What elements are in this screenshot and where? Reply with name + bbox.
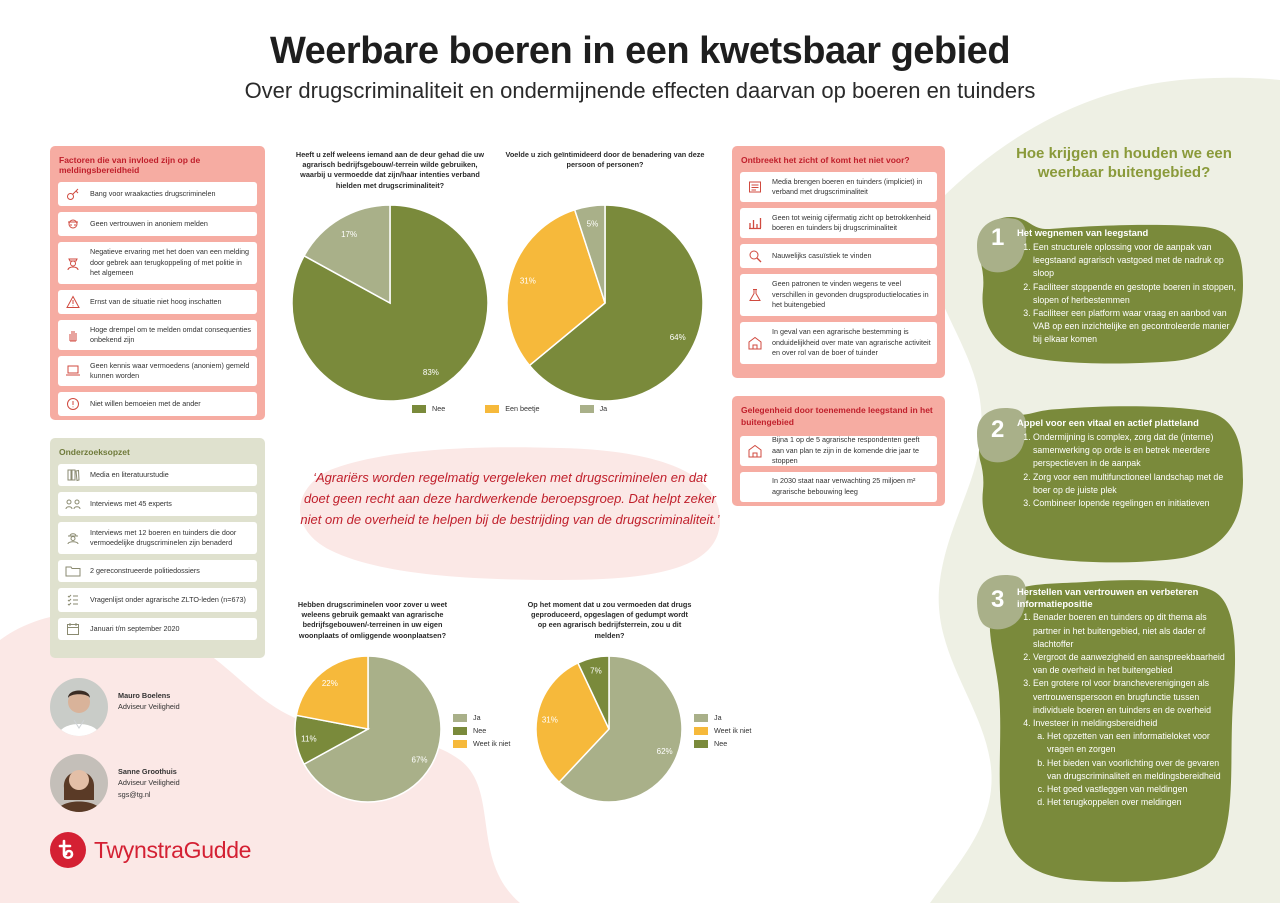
list-item [740,244,937,268]
list-item-text: Hoge drempel om te melden omdat consequenties onbekend zijn [90,324,252,344]
list-item [1033,717,1233,809]
legend-swatch [453,714,467,722]
barn-icon [746,335,764,351]
key-icon [64,186,82,202]
stop-hand-icon [64,327,82,343]
chart-3-question: Hebben drugscriminelen voor zover u weet weleens gebruik gemaakt van agrarische bedrijfsgebouwen/-terreinen in uw eigen woonplaats of omliggende woonplaatsen? [297,600,448,640]
legend-item-nee [453,726,510,735]
block-2-list [1017,431,1237,510]
lab-flask-icon [746,287,764,303]
data-label: 7% [590,666,602,676]
legend-label: Nee [714,739,728,748]
factors-panel [50,146,265,420]
data-label: 22% [321,678,338,688]
list-item-text: Media en literatuurstudie [90,469,169,479]
sub-list-item: c. Het goed vastleggen van meldingen [1047,783,1233,796]
no-involvement-icon [64,396,82,412]
legend-swatch [412,405,426,413]
missing-title: Ontbreekt het zicht of komt het niet voor? [741,155,910,165]
list-item: 2. Vergroot de aanwezigheid en aanspreekbaarheid van de overheid in het buitengebied [1033,651,1233,677]
block-3-content [1017,586,1233,809]
legend-label: Ja [714,713,722,722]
data-label: 67% [411,755,428,765]
quote: ‘Agrariërs worden regelmatig vergeleken met drugscriminelen en dat doet geen recht aan deze hardwerkende beroepsgroep. Dat helpt zeker niet om de overheid te helpen bij de bestrijding van de drugscriminaliteit.’ [300,470,720,527]
legend-swatch [580,405,594,413]
person-role: Adviseur Veiligheid [118,702,180,712]
block-2-number: 2 [991,416,1005,443]
legend-label: Een beetje [505,404,540,413]
block-1-content [1017,226,1237,347]
data-label: 64% [669,333,686,343]
legend-chart-4 [694,713,751,748]
laptop-icon [64,363,82,379]
chart-1-question: Heeft u zelf weleens iemand aan de deur gehad die uw agrarisch bedrijfsgebouw/-terrein wilde gebruiken, waarbij u vermoedde dat zijn/haar intenties verband hielden met drugscriminaliteit? [295,150,485,190]
books-icon [64,467,82,483]
list-item-text: Vragenlijst onder agrarische ZLTO-leden (n=673) [90,594,246,604]
list-item-text: Interviews met 12 boeren en tuinders die door vermoedelijke drugscriminelen zijn benaderd [90,527,237,547]
list-item-text: Geen patronen te vinden wegens te veel verschillen in gevonden drugsproductielocaties in het buitengebied [772,279,929,310]
company-logo [50,832,251,868]
legend-swatch [694,740,708,748]
list-item-text: Nauwelijks casuïstiek te vinden [772,250,872,260]
legend-item-een-beetje [485,404,539,413]
spy-icon [64,216,82,232]
list-item-text: In geval van een agrarische bestemming is onduidelijkheid over mate van agrarische activiteit en over rol van de boer of tuinder [772,327,931,358]
list-item [58,464,257,486]
person-email: sgs@tg.nl [118,789,151,799]
police-officer-icon [64,255,82,271]
block-1-list [1017,241,1237,347]
list-item: 1. Ondermijning is complex, zorg dat de (interne) samenwerking op orde is en betrek meerdere perspectieven in de aanpak [1033,431,1237,471]
block-3-sublist [1033,730,1233,809]
block-3-title: Herstellen van vertrouwen en verbeteren informatiepositie [1017,586,1199,610]
legend-label: Ja [473,713,481,722]
barn-icon [746,443,764,459]
logo-text: TwynstraGudde [94,836,252,863]
list-item [58,212,257,236]
avatar [50,678,108,736]
list-item-text: Geen tot weinig cijfermatig zicht op betrokkenheid boeren en tuinders bij drugscriminaliteit [772,212,931,232]
list-item [740,208,937,238]
chart-2-pie [505,203,705,403]
list-item-text: Geen vertrouwen in anoniem melden [90,218,208,228]
data-label: 31% [519,276,536,286]
list-item-text: In 2030 staat naar verwachting 25 miljoen m² agrarische bebouwing leeg [772,476,916,496]
data-label: 62% [656,747,673,757]
list-item-text: Bang voor wraakacties drugscriminelen [90,188,216,198]
list-item: 1. Een structurele oplossing voor de aanpak van leegstaand agrarisch vastgoed met de nadruk op sloop [1033,241,1237,281]
legend-swatch [453,740,467,748]
chart-4-question: Op het moment dat u zou vermoeden dat drugs geproduceerd, opgeslagen of gedumpt wordt op een agrarisch bedrijfsterrein, zou u dit melden? [527,600,692,640]
list-item-text: Januari t/m september 2020 [90,623,180,633]
list-item [58,560,257,582]
logo-mark [50,832,86,868]
list-item: 3. Een grotere rol voor brancheverenigingen als vertrouwenspersoon en brugfunctie tussen individuele boeren en tuinders en de overheid [1033,677,1233,717]
list-item: 3. Combineer lopende regelingen en initiatieven [1033,497,1237,510]
data-label: 17% [341,229,358,239]
list-item [58,522,257,554]
legend-swatch [694,714,708,722]
list-item-text: Ernst van de situatie niet hoog inschatten [90,296,222,306]
folder-icon [64,563,82,579]
contact-person [50,678,180,736]
warning-icon [64,294,82,310]
data-label: 5% [586,219,599,229]
list-item-text: Bijna 1 op de 5 agrarische respondenten geeft aan van plan te zijn in de komende drie jaar te stoppen [772,435,920,465]
sub-list-item: b. Het bieden van voorlichting over de gevaren van drugscriminaliteit en meldingsbereidheid [1047,757,1233,783]
interview-icon [64,496,82,512]
research-panel [50,438,265,658]
sub-list-item: d. Het terugkoppelen over meldingen [1047,796,1233,809]
legend-item-ja [694,713,751,722]
chart-4-pie [534,654,684,804]
list-item [58,290,257,314]
legend-swatch [453,727,467,735]
data-label: 83% [422,368,439,378]
list-item [58,588,257,612]
page-title: Weerbare boeren in een kwetsbaar gebied [269,30,1011,72]
data-label: 31% [541,715,558,725]
page-subtitle: Over drugscriminaliteit en ondermijnende effecten daarvan op boeren en tuinders [244,78,1036,103]
research-title: Onderzoeksopzet [59,447,130,457]
legend-label: Weet ik niet [714,726,752,735]
list-item-text: Interviews met 45 experts [90,498,172,508]
block-1-number: 1 [991,224,1005,251]
legend-item-ja [580,404,608,413]
chart-1-pie [290,203,490,403]
farmer-icon [64,530,82,546]
search-icon [746,248,764,264]
calendar-icon [64,621,82,637]
legend-item-nee [694,739,751,748]
list-item [740,472,937,502]
newspaper-icon [746,179,764,195]
legend-swatch [485,405,499,413]
list-item-text: 2 gereconstrueerde politiedossiers [90,565,200,575]
list-item-text: Geen kennis waar vermoedens (anoniem) gemeld kunnen worden [90,360,250,380]
sub-list-item: a. Het opzetten van een informatieloket voor vragen en zorgen [1047,730,1233,756]
block-3-number: 3 [991,586,1005,613]
person-name: Mauro Boelens [118,691,171,700]
block-1-title: Het wegnemen van leegstand [1017,227,1149,238]
list-item: 2. Faciliteer stoppende en gestopte boeren in stoppen, slopen of herbestemmen [1033,281,1237,307]
list-item [740,172,937,202]
chart-3-pie [293,654,443,804]
list-item [58,392,257,416]
list-item [58,618,257,640]
vacancy-title: Gelegenheid door toenemende leegstand in het buitengebied [741,405,933,427]
list-item-text: Media brengen boeren en tuinders (impliciet) in verband met drugscriminaliteit [772,176,923,196]
legend-item-weet-ik-niet [453,739,510,748]
pie-slice-weet-ik-niet [296,656,368,729]
legend-item-ja [453,713,510,722]
block-2-content [1017,416,1237,510]
legend-item-nee [412,404,445,413]
list-item: 3. Faciliteer een platform waar vraag en aanbod van VAB op een inzichtelijke en gecontroleerde manier bij elkaar komen [1033,307,1237,347]
list-item [58,242,257,284]
list-item [58,320,257,350]
checklist-icon [64,592,82,608]
person-role: Adviseur Veiligheid [118,778,180,788]
list-item [740,274,937,316]
vacancy-panel [732,396,945,506]
chart-2-question: Voelde u zich geïntimideerd door de benadering van deze persoon of personen? [505,150,705,170]
block-3-list [1017,611,1233,809]
list-item [58,492,257,516]
list-item [740,322,937,364]
legend-label: Nee [432,404,446,413]
person-name: Sanne Groothuis [118,767,177,776]
data-label: 11% [301,734,317,744]
list-item [58,356,257,386]
legend-swatch [694,727,708,735]
list-item [740,436,937,466]
avatar [50,754,108,812]
legend-label: Nee [473,726,487,735]
legend-item-weet-ik-niet [694,726,751,735]
legend-chart-3 [453,713,510,748]
legend-label: Ja [599,404,608,413]
block-2-title: Appel voor een vitaal en actief platteland [1017,417,1199,428]
list-item-text: Investeer in meldingsbereidheid [1033,717,1158,728]
list-item: 2. Zorg voor een multifunctioneel landschap met de boer op de juiste plek [1033,471,1237,497]
missing-panel [732,146,945,378]
contact-person [50,754,180,812]
bar-chart-icon [746,215,764,231]
factors-title: Factoren die van invloed zijn op de meldingsbereidheid [59,155,201,175]
legend-label: Weet ik niet [473,739,511,748]
list-item [58,182,257,206]
list-item-text: Negatieve ervaring met het doen van een melding door gebrek aan terugkoppeling of met politie in het algemeen [90,247,250,278]
list-item-text: Niet willen bemoeien met de ander [90,398,201,408]
legend-top-charts [412,404,607,413]
list-item: 1. Benader boeren en tuinders op dit thema als partner in het buitengebied, niet als dader of slachtoffer [1033,611,1233,651]
right-title: Hoe krijgen en houden we een weerbaar buitengebied? [1016,145,1232,181]
